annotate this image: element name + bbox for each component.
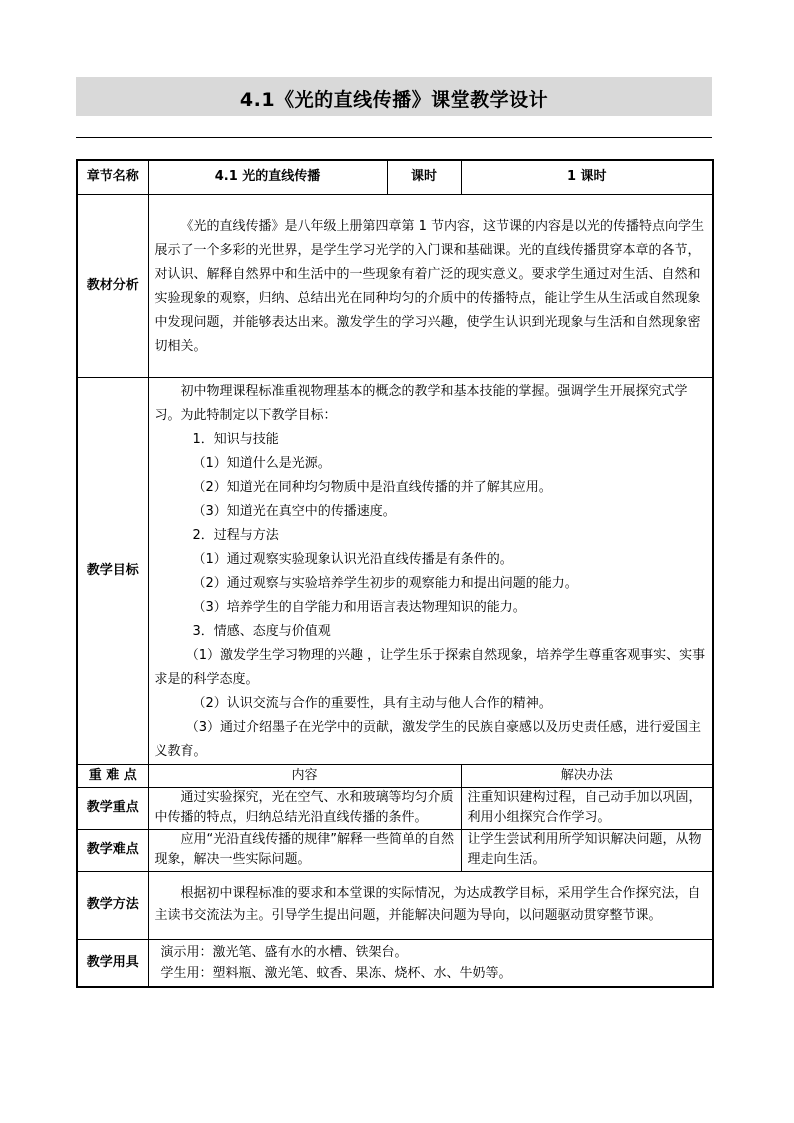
- goal-process-3: （3）培养学生的自学能力和用语言表达物理知识的能力。: [192, 599, 526, 615]
- focus-content: 通过实验探究，光在空气、水和玻璃等均匀介质中传播的特点，归纳总结光沿直线传播的条件。: [154, 790, 454, 825]
- difficulty-content: 应用“光沿直线传播的规律”解释一些简单的自然现象，解决一些实际问题。: [154, 832, 454, 867]
- header-rule: [76, 137, 712, 138]
- goal-attitude-2: （2）认识交流与合作的重要性，具有主动与他人合作的精神。: [192, 695, 552, 711]
- key-points-label: 重 难 点: [77, 764, 148, 787]
- goal-attitude-1: （1）激发学生学习物理的兴趣 ，让学生乐于探索自然现象，培养学生尊重客观事实、实事求是的科学态度。: [154, 647, 706, 687]
- key-points-col-solution: 解决办法: [461, 764, 713, 787]
- goal-knowledge-3: （3）知道光在真空中的传播速度。: [192, 503, 396, 519]
- period-label: 课时: [387, 160, 461, 194]
- chapter-label: 章节名称: [77, 160, 148, 194]
- goal-process-1: （1）通过观察实验现象认识光沿直线传播是有条件的。: [192, 551, 513, 567]
- goals-intro: 初中物理课程标准重视物理基本的概念的教学和基本技能的掌握。强调学生开展探究式学习。为此特制定以下教学目标：: [154, 383, 688, 423]
- focus-label: 教学重点: [77, 787, 148, 829]
- goals-heading-process: 2．过程与方法: [192, 527, 279, 543]
- goal-process-2: （2）通过观察与实验培养学生初步的观察能力和提出问题的能力。: [192, 575, 578, 591]
- difficulty-row: [77, 829, 713, 871]
- chapter-value: 4.1 光的直线传播: [148, 160, 387, 194]
- document-title: 4.1《光的直线传播》课堂教学设计: [239, 89, 549, 111]
- material-analysis-row: [77, 194, 713, 377]
- methods-label: 教学方法: [77, 871, 148, 939]
- key-points-header-row: [77, 764, 713, 787]
- goals-heading-knowledge: 1．知识与技能: [192, 431, 279, 447]
- tools-demo: 演示用：激光笔、盛有水的水槽、铁架台。: [160, 944, 408, 960]
- tools-row: [77, 939, 713, 987]
- difficulty-label: 教学难点: [77, 829, 148, 871]
- lesson-plan-table: [76, 159, 714, 988]
- key-points-col-content: 内容: [148, 764, 461, 787]
- material-analysis-text: 《光的直线传播》是八年级上册第四章第 1 节内容，这节课的内容是以光的传播特点向学生展示了一个多彩的光世界，是学生学习光学的入门课和基础课。光的直线传播贯穿本章的各节，对认识、解释自然界中和生活中的一些现象有着广泛的现实意义。要求学生通过对生活、自然和实验现象的观察，归纳、总结出光在同种均匀的介质中的传播特点，能让学生从生活或自然现象中发现问题，并能够表达出来。激发学生的学习兴趣，使学生认识到光现象与生活和自然现象密切相关。: [154, 218, 705, 354]
- focus-solution: 注重知识建构过程，自己动手加以巩固，利用小组探究合作学习。: [467, 790, 702, 825]
- goals-heading-attitude: 3．情感、态度与价值观: [192, 623, 331, 639]
- focus-row: [77, 787, 713, 829]
- chapter-row: [77, 160, 713, 194]
- goal-knowledge-1: （1）知道什么是光源。: [192, 455, 331, 471]
- title-band: [76, 77, 712, 116]
- material-analysis-label: 教材分析: [77, 194, 148, 377]
- goal-knowledge-2: （2）知道光在同种均匀物质中是沿直线传播的并了解其应用。: [192, 479, 552, 495]
- difficulty-solution: 让学生尝试利用所学知识解决问题，从物理走向生活。: [467, 832, 702, 867]
- teaching-goals-row: [77, 377, 713, 764]
- teaching-goals-label: 教学目标: [77, 377, 148, 764]
- methods-text: 根据初中课程标准的要求和本堂课的实际情况，为达成教学目标，采用学生合作探究法，自主读书交流法为主。引导学生提出问题，并能解决问题为导向，以问题驱动贯穿整节课。: [154, 886, 701, 923]
- tools-label: 教学用具: [77, 939, 148, 987]
- methods-row: [77, 871, 713, 939]
- goal-attitude-3: （3）通过介绍墨子在光学中的贡献，激发学生的民族自豪感以及历史责任感，进行爱国主义教育。: [154, 719, 701, 759]
- period-value: 1 课时: [461, 160, 713, 194]
- tools-student: 学生用：塑料瓶、激光笔、蚊香、果冻、烧杯、水、牛奶等。: [160, 965, 512, 981]
